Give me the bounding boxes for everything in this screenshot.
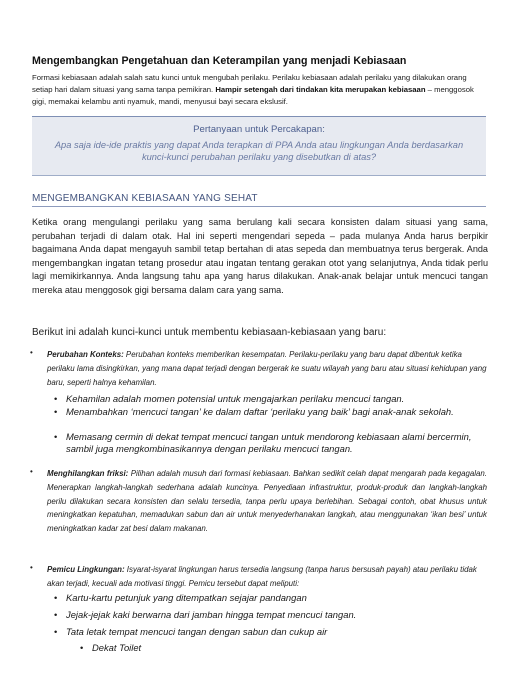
bullet: • — [30, 467, 33, 476]
section-divider — [32, 206, 486, 207]
key-item-body — [47, 563, 487, 591]
bullet: • — [80, 642, 84, 653]
key-item-text: Perubahan konteks memberikan kesempatan. Perilaku-perilaku yang baru dapat dibentuk ketika perilaku lama disingkirkan, yang mana dapat terjadi dengan bergerak ke suatu wilayah yang baru atau situasi kehidupan yang baru, seperti halnya kehamilan. — [47, 350, 487, 387]
bullet: • — [54, 592, 58, 603]
intro-paragraph — [32, 72, 488, 107]
sub-list-item-text: Tata letak tempat mencuci tangan dengan sabun dan cukup air — [66, 626, 328, 637]
sub-list-item — [54, 406, 488, 418]
key-item-label: Perubahan Konteks: — [47, 350, 124, 359]
question-box-text: Apa saja ide-ide praktis yang dapat Anda terapkan di PPA Anda atau lingkungan Anda berdasarkan kunci-kunci perubahan perilaku yang disebutkan di atas? — [54, 140, 464, 163]
section-heading: MENGEMBANGKAN KEBIASAAN YANG SEHAT — [32, 193, 258, 204]
intro-text: Formasi kebiasaan adalah salah satu kunci untuk mengubah perilaku. Perilaku kebiasaan adalah perilaku yang dilakukan orang setiap hari dalam situasi yang sama tanpa pemikiran. — [32, 73, 467, 94]
sub-list-item — [54, 626, 488, 638]
page-title: Mengembangkan Pengetahuan dan Keterampilan yang menjadi Kebiasaan — [32, 55, 407, 67]
question-box-bottom-border — [32, 175, 486, 176]
keys-lead-text: Berikut ini adalah kunci-kunci untuk membentu kebiasaan-kebiasaan yang baru: — [32, 327, 387, 338]
intro-bold-text: Hampir setengah dari tindakan kita merupakan kebiasaan — [215, 84, 426, 94]
sub-list-item — [54, 609, 488, 621]
bullet: • — [54, 406, 58, 417]
sub-list-item-text: Memasang cermin di dekat tempat mencuci tangan untuk mendorong kebiasaan alami bercermin, sambil juga mengkombinasikannya dengan perilaku mencuci tangan. — [66, 431, 472, 454]
sub-sub-list-item-text: Dekat Toilet — [92, 642, 142, 653]
key-item-text: Isyarat-isyarat lingkungan harus tersedia langsung (tanpa harus bersusah payah) atau perilaku tidak akan terjadi, kecuali ada motivasi tinggi. Pemicu tersebut dapat meliputi: — [47, 565, 477, 588]
key-item-body — [47, 467, 487, 536]
key-item-label: Pemicu Lingkungan: — [47, 565, 125, 574]
key-item-label: Menghilangkan friksi: — [47, 469, 129, 478]
sub-sub-list-item — [80, 642, 392, 653]
sub-list-item-text: Kehamilan adalah momen potensial untuk mengajarkan perilaku mencuci tangan. — [66, 393, 405, 404]
sub-list-item-text: Menambahkan ‘mencuci tangan’ ke dalam daftar ‘perilaku yang baik’ bagi anak-anak sekolah. — [66, 406, 454, 417]
question-box-top-border — [32, 116, 486, 117]
question-box — [32, 116, 486, 176]
bullet: • — [30, 563, 33, 572]
bullet: • — [54, 626, 58, 637]
sub-list-item-text: Kartu-kartu petunjuk yang ditempatkan sejajar pandangan — [66, 592, 307, 603]
bullet: • — [30, 348, 33, 357]
key-item-text: Pilihan adalah musuh dari formasi kebiasaan. Bahkan sedikit celah dapat mengarah pada kegagalan. Menerapkan langkah-langkah sederhana adalah kuncinya. Penyediaan infrastruktur, produk-produk dan langkah-langkah perilu dilakukan secara konsisten dan selalu tersedia, tanpa perlu upaya berlebihan. Sebagai contoh, obat khusus untuk meningkatkan kepatuhan, memadukan sabun dan air untuk menyederhanakan langkah, atau menggunakan ‘ikan besi’ untuk meningkatkan kadar zat besi dalam makanan. — [47, 469, 487, 534]
sub-list-item — [54, 592, 488, 604]
body-paragraph: Ketika orang mengulangi perilaku yang sama berulang kali secara konsisten dalam situasi yang sama, perubahan terjadi di dalam otak. Hal ini seperti mengendari sepeda – pada mulanya Anda harus berpikir bagaimana Anda dapat mengayuh sambil tetap bertahan di atas sepeda dan membuatnya terus bergerak. Anda mengembangkan ingatan tetang prosedur atau ingatan tentang gerakan otot yang selanjutnya, Anda tidak perlu lagi memikirkannya. Anda langsung tahu apa yang harus dilakukan. Anak-anak belajar untuk mencuci tangan mereka atau menggosok gigi bersama dalam cara yang sama. — [32, 217, 488, 295]
question-box-title: Pertanyaan untuk Percakapan: — [193, 124, 325, 135]
sub-list-item — [54, 431, 488, 454]
bullet: • — [54, 393, 58, 404]
bullet: • — [54, 431, 58, 442]
sub-list-item-text: Jejak-jejak kaki berwarna dari jamban hingga tempat mencuci tangan. — [66, 609, 357, 620]
bullet: • — [54, 609, 58, 620]
key-item-body — [47, 348, 487, 389]
sub-list-item — [54, 393, 488, 405]
intro-tail-text: – menggosok gigi, memakai kelambu anti nyamuk, mandi, menyusui bayi secara ekslusif. — [32, 84, 474, 106]
